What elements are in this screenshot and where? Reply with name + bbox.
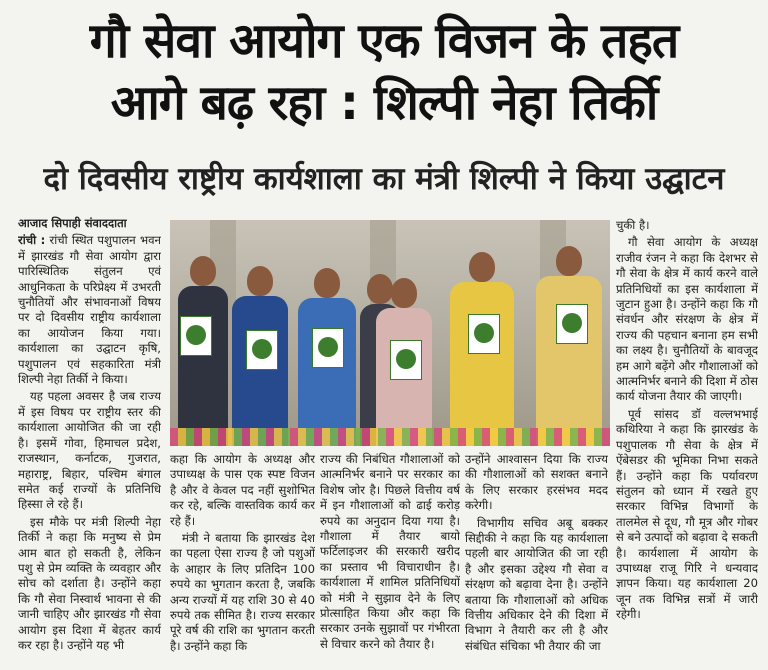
person-2 <box>232 266 288 446</box>
paragraph: राज्य की निबंधित गौशालाओं को आत्मनिर्भर बनाने पर सरकार का विशेष जोर है। पिछले वित्तीय वर्ष में इन गौशालाओं को ढाई करोड़ रुपये का अनुदान दिया गया है। गौशाला में तैयार बायो फर्टिलाइजर की सरकारी खरीद का प्रस्ताव भी विचाराधीन है। कार्यशाला में शामिल प्रतिनिधियों को मंत्री ने सुझाव देने के लिए प्रोत्साहित किया और कहा कि सरकार उनके सुझावों पर गंभीरता से विचार करने को तैयार है। <box>320 452 460 651</box>
headline-line-1: गौ सेवा आयोग एक विजन के तहत <box>89 13 679 69</box>
paragraph-text: रांची स्थित पशुपालन भवन में झारखंड गौ सेवा आयोग द्वारा पारिस्थितिक संतुलन एवं आधुनिकता के परिप्रेक्ष्य में उभरती चुनौतियों और संभावनाओं विषय पर दो दिवसीय राष्ट्रीय कार्यशाला का आयोजन किया गया। कार्यशाला का उद्घाटन कृषि, पशुपालन एवं सहकारिता मंत्री शिल्पी नेहा तिर्की ने किया। <box>18 233 161 387</box>
article-column-3 <box>320 452 460 670</box>
byline: आजाद सिपाही संवाददाता <box>18 216 127 230</box>
paragraph: यह पहला अवसर है जब राज्य में इस विषय पर राष्ट्रीय स्तर की कार्यशाला आयोजित की जा रही है। इसमें गोवा, हिमाचल प्रदेश, राजस्थान, कर्नाटक, गुजरात, महाराष्ट्र, बिहार, पश्चिम बंगाल समेत कई राज्यों के प्रतिनिधि हिस्सा ले रहे हैं। <box>18 389 161 512</box>
event-photo <box>170 220 610 446</box>
headline-line-2: आगे बढ़ रहा : शिल्पी नेहा तिर्की <box>110 75 658 131</box>
person-1 <box>178 256 228 446</box>
flower-decoration <box>170 428 610 446</box>
paragraph: इस मौके पर मंत्री शिल्पी नेहा तिर्की ने कहा कि मनुष्य से प्रेम आम बात हो सकती है, लेकिन पशु से प्रेम व्यक्ति के व्यवहार और सोच को दर्शाता है। उन्होंने कहा कि गौ सेवा निस्वार्थ भावना से की जानी चाहिए और झारखंड गौ सेवा आयोग इस दिशा में बेहतर कार्य कर रहा है। उन्होंने यह भी <box>18 514 161 652</box>
subheadline: दो दिवसीय राष्ट्रीय कार्यशाला का मंत्री शिल्पी ने किया उद्घाटन <box>43 161 725 197</box>
paragraph: मंत्री ने बताया कि झारखंड देश का पहला ऐसा राज्य है जो पशुओं के आहार के लिए प्रतिदिन 100 रुपये का भुगतान करता है, जबकि अन्य राज्यों में यह राशि 30 से 40 रुपये तक सीमित है। राज्य सरकार पूरे वर्ष की राशि का भुगतान करती है। उन्होंने कहा कि <box>170 531 315 653</box>
person-7 <box>536 246 602 446</box>
person-3 <box>298 268 356 446</box>
article-column-4 <box>465 452 608 670</box>
paragraph: उन्होंने आश्वासन दिया कि राज्य की गौशालाओं को सशक्त बनाने के लिए सरकार हरसंभव मदद करेगी। <box>465 452 608 513</box>
lead-paragraph <box>18 233 161 387</box>
person-5 <box>376 278 432 446</box>
paragraph: पूर्व सांसद डॉ वल्लभभाई कथिरिया ने कहा कि झारखंड के पशुपालक गौ सेवा के क्षेत्र में ऐंबेसडर की भूमिका निभा सकते हैं। उन्होंने कहा कि पर्यावरण संतुलन को ध्यान में रखते हुए सरकार विभिन्न विभागों के तालमेल से दूध, गौ मूत्र और गोबर से बने उत्पादों को बढ़ावा दे सकती है। कार्यशाला में आयोग के उपाध्यक्ष राजू गिरि ने धन्यवाद ज्ञापन किया। यह कार्यशाला 20 जून तक विभिन्न सत्रों में जारी रहेगी। <box>616 406 758 622</box>
paragraph: विभागीय सचिव अबू बक्कर सिद्दीकी ने कहा कि यह कार्यशाला पहली बार आयोजित की जा रही है और इसका उद्देश्य गौ सेवा व संरक्षण को बढ़ावा देना है। उन्होंने बताया कि गौशालाओं को अधिक वित्तीय अधिकार देने की दिशा में विभाग ने तैयारी कर ली है और संबंधित संचिका भी तैयार की जा <box>465 515 608 653</box>
dateline: रांची : <box>18 233 46 248</box>
article-column-2 <box>170 452 315 670</box>
person-6 <box>450 252 514 446</box>
paragraph: चुकी है। <box>616 218 650 232</box>
paragraph: गौ सेवा आयोग के अध्यक्ष राजीव रंजन ने कहा कि देशभर से गौ सेवा के क्षेत्र में कार्य करने वाले प्रतिनिधियों का इस कार्यशाला में जुटान हुआ है। उन्होंने कहा कि गौ संवर्धन और संरक्षण के क्षेत्र में राज्य की पहचान बनाना हम सभी का लक्ष्य है। चुनौतियों के बावजूद हम आगे बढ़ेंगे और गौशालाओं को आत्मनिर्भर बनाने की दिशा में ठोस कार्य योजना तैयार की जाएगी। <box>616 235 758 404</box>
article-column-5 <box>616 218 758 670</box>
paragraph: कहा कि आयोग के अध्यक्ष और उपाध्यक्ष के पास एक स्पष्ट विजन है और वे केवल पद नहीं सुशोभित कर रहे, बल्कि वास्तविक कार्य कर रहे हैं। <box>170 452 315 528</box>
article-column-1 <box>18 216 161 670</box>
